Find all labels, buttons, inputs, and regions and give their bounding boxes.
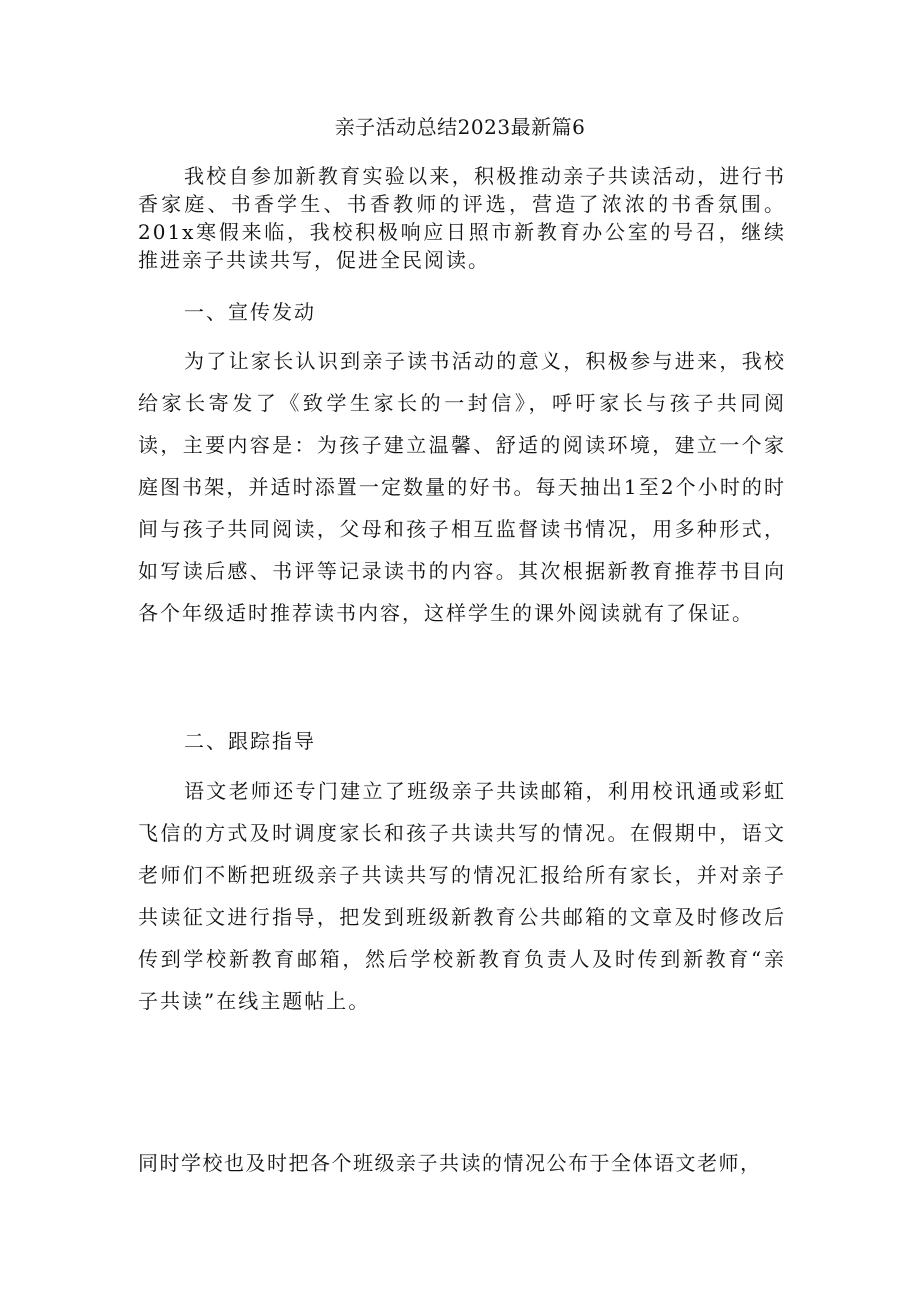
intro-paragraph: 我校自参加新教育实验以来，积极推动亲子共读活动，进行书香家庭、书香学生、书香教师的评选，营造了浓浓的书香氛围。201x寒假来临，我校积极响应日照市新教育办公室的号召，继续推进亲子共读共写，促进全民阅读。 [138, 164, 786, 272]
guidance-paragraph: 语文老师还专门建立了班级亲子共读邮箱，利用校讯通或彩虹飞信的方式及时调度家长和孩子共读共写的情况。在假期中，语文老师们不断把班级亲子共读共写的情况汇报给所有家长，并对亲子共读征文进行指导，把发到班级新教育公共邮箱的文章及时修改后传到学校新教育邮箱，然后学校新教育负责人及时传到新教育“亲子共读”在线主题帖上。 [138, 779, 786, 1013]
section-heading-publicity: 一、宣传发动 [184, 300, 316, 324]
closing-line: 同时学校也及时把各个班级亲子共读的情况公布于全体语文老师， [138, 1151, 762, 1175]
section-heading-guidance: 二、跟踪指导 [184, 729, 316, 753]
document-title: 亲子活动总结2023最新篇6 [334, 115, 586, 139]
publicity-paragraph: 为了让家长认识到亲子读书活动的意义，积极参与进来，我校给家长寄发了《致学生家长的一封信》，呼吁家长与孩子共同阅读，主要内容是：为孩子建立温馨、舒适的阅读环境，建立一个家庭图书架，并适时添置一定数量的好书。每天抽出1至2个小时的时间与孩子共同阅读，父母和孩子相互监督读书情况，用多种形式，如写读后感、书评等记录读书的内容。其次根据新教育推荐书目向各个年级适时推荐读书内容，这样学生的课外阅读就有了保证。 [138, 349, 786, 625]
